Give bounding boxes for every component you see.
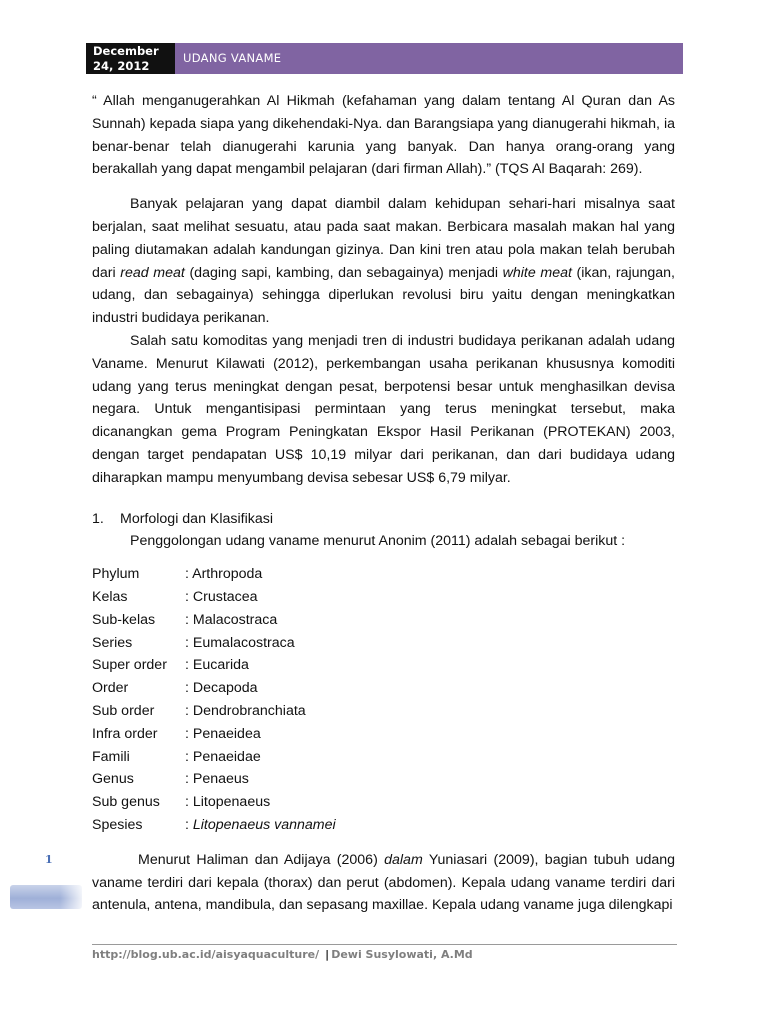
classification-value: : Litopenaeus bbox=[185, 794, 271, 811]
classification-row-species bbox=[92, 814, 675, 837]
classification-row bbox=[92, 609, 675, 632]
classification-value: : Decapoda bbox=[185, 680, 258, 697]
classification-row bbox=[92, 677, 675, 700]
footer-divider bbox=[92, 944, 677, 945]
paragraph-3-text-b: Yuniasari (2009), bagian tubuh udang vaname terdiri dari kepala (thorax) dan perut (abdomen). Kepala udang vaname terdiri dari antenula, antena, mandibula, dan sepasang maxillae. Kepala udang vaname juga dilengkapi bbox=[92, 851, 675, 914]
paragraph-1-italic-b: white meat bbox=[502, 264, 572, 281]
page-tab-fade bbox=[60, 885, 86, 909]
footer-separator: | bbox=[325, 948, 330, 961]
classification-row bbox=[92, 746, 675, 769]
paragraph-1 bbox=[92, 193, 675, 330]
classification-value: : Eumalacostraca bbox=[185, 634, 295, 651]
footer-author: Dewi Susylowati, A.Md bbox=[331, 948, 473, 961]
classification-key: Series bbox=[92, 634, 133, 651]
classification-value: : Dendrobranchiata bbox=[185, 702, 306, 719]
classification-row bbox=[92, 723, 675, 746]
page-number: 1 bbox=[45, 853, 53, 866]
classification-value: : Malacostraca bbox=[185, 611, 278, 628]
paragraph-1-italic-a: read meat bbox=[120, 264, 185, 281]
classification-key: Sub order bbox=[92, 702, 155, 719]
header-date-line2: 24, 2012 bbox=[93, 59, 150, 73]
classification-row bbox=[92, 586, 675, 609]
classification-row bbox=[92, 654, 675, 677]
classification-value: : Arthropoda bbox=[185, 566, 263, 583]
section-heading bbox=[92, 508, 675, 531]
classification-list bbox=[92, 563, 675, 814]
paragraph-2: Salah satu komoditas yang menjadi tren di industri budidaya perikanan adalah udang Vaname. Menurut Kilawati (2012), perkembangan usaha perikanan khususnya komoditi udang yang terus meningkat dengan pesat, berpotensi besar untuk menghasilkan devisa negara. Untuk mengantisipasi permintaan yang terus meningkat tersebut, maka dicanangkan gema Program Peningkatan Ekspor Hasil Perikanan (PROTEKAN) 2003, dengan target pendapatan US$ 10,19 milyar dari perikanan, dan dari budidaya udang diharapkan mampu menyumbang devisa sebesar US$ 6,79 milyar. bbox=[92, 332, 675, 486]
paragraph-3-text-a: Menurut Haliman dan Adijaya (2006) bbox=[138, 851, 385, 868]
classification-value: : Crustacea bbox=[185, 588, 258, 605]
classification-value: : Eucarida bbox=[185, 657, 249, 674]
section-title: Morfologi dan Klasifikasi bbox=[120, 510, 273, 527]
header-date-block bbox=[86, 43, 175, 74]
classification-key: Spesies bbox=[92, 816, 143, 833]
paragraph-1-text-b: (daging sapi, kambing, dan sebagainya) menjadi bbox=[184, 264, 503, 281]
classification-key: Phylum bbox=[92, 566, 140, 583]
opening-quote: “ Allah menganugerahkan Al Hikmah (kefahaman yang dalam tentang Al Quran dan As Sunnah) kepada siapa yang dikehendaki-Nya. dan Barangsiapa yang dianugerahi hikmah, ia benar-benar telah dianugerahi karunia yang banyak. Dan hanya orang-orang yang berakallah yang dapat mengambil pelajaran (dari firman Allah).” (TQS Al Baqarah: 269). bbox=[92, 93, 675, 178]
classification-row bbox=[92, 791, 675, 814]
classification-value: : Penaeus bbox=[185, 771, 249, 788]
classification-value bbox=[185, 814, 675, 837]
header-date-line1: December bbox=[93, 44, 159, 58]
classification-key: Infra order bbox=[92, 725, 158, 742]
paragraph-1-text-c: (ikan, rajungan, udang, dan sebagainya) sehingga diperlukan revolusi biru yaitu dengan meningkatkan industri budidaya perikanan. bbox=[92, 264, 675, 327]
paragraph-3-italic: dalam bbox=[384, 851, 423, 868]
classification-key: Kelas bbox=[92, 588, 128, 605]
classification-key: Genus bbox=[92, 771, 134, 788]
classification-key: Super order bbox=[92, 657, 167, 674]
classification-value: : Penaeidea bbox=[185, 725, 261, 742]
classification-key: Order bbox=[92, 680, 129, 697]
classification-key: Sub-kelas bbox=[92, 611, 156, 628]
classification-value: : Penaeidae bbox=[185, 748, 261, 765]
footer bbox=[92, 948, 473, 961]
header-title: UDANG VANAME bbox=[175, 43, 683, 74]
classification-key: Sub genus bbox=[92, 794, 160, 811]
paragraph-1-text-a: Banyak pelajaran yang dapat diambil dalam kehidupan sehari-hari misalnya saat berjalan, saat melihat sesuatu, atau pada saat makan. Berbicara masalah makan hal yang paling diutamakan adalah kandungan gizinya. Dan kini tren atau pola makan telah berubah dari bbox=[92, 196, 675, 281]
classification-row bbox=[92, 768, 675, 791]
species-colon: : bbox=[185, 816, 193, 833]
paragraph-3 bbox=[92, 849, 675, 917]
footer-url: http://blog.ub.ac.id/aisyaquaculture/ bbox=[92, 948, 320, 961]
classification-key: Famili bbox=[92, 748, 130, 765]
classification-row bbox=[92, 632, 675, 655]
section-intro: Penggolongan udang vaname menurut Anonim (2011) adalah sebagai berikut : bbox=[130, 533, 626, 550]
section-number: 1. bbox=[92, 510, 104, 527]
classification-row bbox=[92, 700, 675, 723]
species-name: Litopenaeus vannamei bbox=[192, 816, 336, 833]
document-body bbox=[92, 90, 675, 917]
classification-row bbox=[92, 563, 675, 586]
